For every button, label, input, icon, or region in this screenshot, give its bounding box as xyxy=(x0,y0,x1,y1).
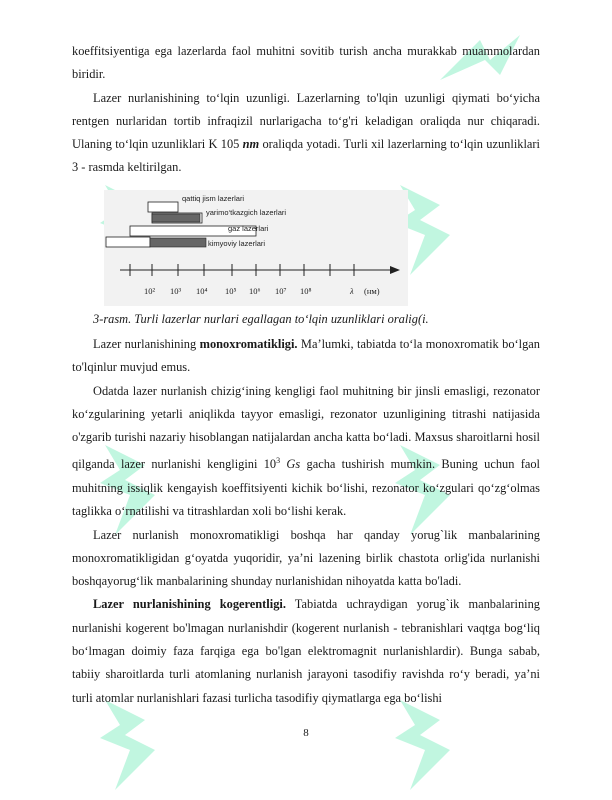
tick-label: 10⁸ xyxy=(300,286,312,296)
tick-label: 10⁴ xyxy=(196,286,208,296)
label-semiconductor: yarimo‘tkazgich lazerlari xyxy=(206,208,287,217)
bar-gas-short xyxy=(106,237,150,247)
text-block-bottom xyxy=(72,333,540,710)
label-chemical: kimyoviy lazerlari xyxy=(208,239,266,248)
paragraph: Lazer nurlanishining to‘lqin uzunligi. Lazerlarning to'lqin uzunligi qiymati bo‘yicha rentgen nurlaridan tortib infraqizil nurlarigacha to‘g'ri keladigan oraliqda nur chiqaradi. Ulaning to‘lqin uzunliklari K 105 nm oraliqda yotadi. Turli xil lazerlarning to‘lqin uzunliklari 3 - rasmda keltirilgan. xyxy=(72,90,540,175)
figure-caption: 3-rasm. Turli lazerlar nurlari egallagan to‘lqin uzunliklari oralig(i. xyxy=(93,312,429,326)
tick-label: 10² xyxy=(144,286,156,296)
page-number: 8 xyxy=(303,727,309,739)
label-solid-state: qattiq jism lazerlari xyxy=(182,194,245,203)
bar-solid-state xyxy=(148,202,178,212)
text-block-top xyxy=(72,40,540,180)
laser-wavelength-figure xyxy=(104,190,408,306)
paragraph: Lazer nurlanish monoxromatikligi boshqa har qanday yorug`lik manbalarining monoxromatikligidan g‘oyatda yuqoridir, ya’ni lazening birlik chastota orlig'ida nurlanishi boshqayorug‘lik manbalarining shunday nurlanishidan nihoyatda katta bo'ladi. xyxy=(72,527,540,589)
tick-label: 10⁷ xyxy=(275,286,287,296)
label-gas: gaz lazerlari xyxy=(228,224,269,233)
bar-semiconductor-fill xyxy=(152,214,200,222)
paragraph: Lazer nurlanishining monoxromatikligi. Ma’lumki, tabiatda to‘la monoxromatik bo‘lgan to'lqinlur muvjud emus. xyxy=(72,337,540,375)
axis-arrow-icon xyxy=(390,266,400,274)
tick-label: 10³ xyxy=(170,286,182,296)
tick-label: 10⁶ xyxy=(249,286,261,296)
axis-lambda: λ xyxy=(350,286,354,296)
tick-label: 10⁵ xyxy=(225,286,237,296)
paragraph: Odatda lazer nurlanish chizig‘ining kengligi faol muhitning bir jinsli emasligi, rezonator ko‘zgularining yetarli aniqlikda tayyor emasligi, rezonator uzunligining titrashi natijasida o'zgarib turishi nazariy hisoblangan natijalardan ancha katta bo‘ladi. Maxsus sharoitlarni hosil qilganda lazer nurlanishi kengligini $10^3$ Gs gacha tushirish mumkin. Buning uchun faol muhitning issiqlik kengayish koeffitsiyenti kichik bo‘lishi, rezonator ko‘zgulari qo‘zg‘olmas taglikka o‘rnatilishi va titrashlardan xoli bo‘lishi kerak. xyxy=(72,383,540,519)
paragraph: koeffitsiyentiga ega lazerlarda faol muhitni sovitib turish ancha murakkab muammolardan biridir. xyxy=(72,44,540,82)
bar-chemical xyxy=(150,238,206,247)
paragraph: Lazer nurlanishining kogerentligi. Tabiatda uchraydigan yorug`ik manbalarining nurlanishi kogerent bo'lmagan nurlanishdir (kogerent nurlanish - tebranishlari vaqtga bog‘liq bo‘lmagan doimiy faza farqiga ega bo'lgan elektromagnit nurlanishlardir). Bunga sabab, tabiiy sharoitlarda turli atomlaning nurlanish jarayoni tasodifiy ravishda ro‘y beradi, ya’ni turli atomlar nurlanishlari fazasi turlicha tasodifiy qiymatlarga ega bo‘lishi xyxy=(72,597,541,705)
axis-unit: (нм) xyxy=(364,286,380,296)
